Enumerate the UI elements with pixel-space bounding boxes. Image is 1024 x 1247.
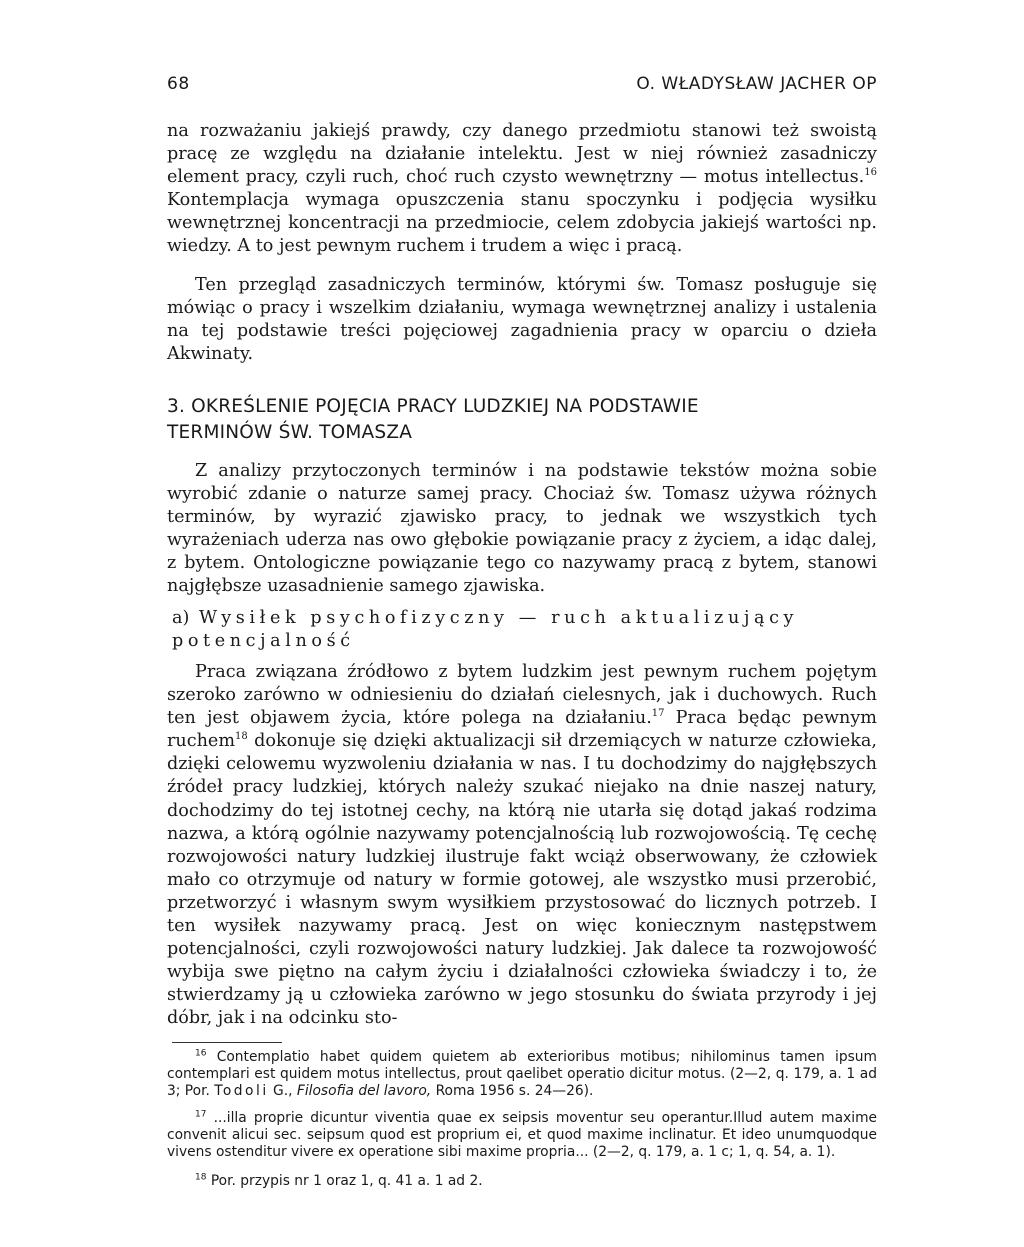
paragraph-4-text-a: Praca związana źródłowo z bytem ludzkim jest pewnym ruchem pojętym szeroko zarówno w odniesieniu do działań cielesnych, jak i duchowych. Ruch ten jest objawem życia, które polega na działaniu.: [167, 662, 877, 729]
footnote-divider: [172, 1042, 282, 1043]
section-heading: [167, 394, 877, 446]
paragraph-1: [167, 120, 877, 259]
footnote-16-text-b: G.,: [268, 1083, 297, 1100]
footnote-ref-18[interactable]: 18: [235, 731, 248, 743]
footnote-16-text-c: Roma 1956 s. 24—26).: [431, 1083, 594, 1100]
footnote-ref-16[interactable]: 16: [864, 167, 877, 179]
footnote-16-title: Filosofia del lavoro,: [296, 1083, 432, 1100]
footnote-17: [167, 1110, 877, 1162]
footnote-18: [167, 1173, 877, 1190]
footnote-16: [167, 1049, 877, 1101]
footnote-16-author: Todoli: [214, 1083, 269, 1100]
section-heading-line-1: 3. OKREŚLENIE POJĘCIA PRACY LUDZKIEJ NA PODSTAWIE: [167, 396, 699, 417]
footnote-16-text-a: Contemplatio habet quidem quietem ab exterioribus motibus; nihilominus tamen ipsum contemplari est quidem motus intellectus, prout qaelibet operatio dicitur motus. (2—2, q. 179, a. 1 ad 3; Por.: [167, 1049, 877, 1100]
subsection-heading: [172, 607, 877, 653]
footnote-17-number: 17: [195, 1109, 207, 1120]
paragraph-2: Ten przegląd zasadniczych terminów, którymi św. Tomasz posługuje się mówiąc o pracy i wszelkim działaniu, wymaga wewnętrznej analizy i ustalenia na tej podstawie treści pojęciowej zagadnienia pracy w oparciu o dzieła Akwinaty.: [167, 275, 877, 365]
paragraph-3: Z analizy przytoczonych terminów i na podstawie tekstów można sobie wyrobić zdanie o naturze samej pracy. Chociaż św. Tomasz używa różnych terminów, by wyrazić zjawisko pracy, to jednak we wszystkich tych wyrażeniach uderza nas owo głębokie powiązanie pracy z życiem, a idąc dalej, z bytem. Ontologiczne powiązanie tego co nazywamy pracą z bytem, stanowi najgłębsze uzasadnienie samego zjawiska.: [167, 461, 877, 597]
footnote-16-number: 16: [195, 1048, 207, 1059]
page-number: 68: [167, 74, 190, 94]
running-head-author: O. WŁADYSŁAW JACHER OP: [636, 74, 877, 94]
paragraph-4-text-b: Praca będąc pewnym ruchem: [167, 708, 877, 752]
section-heading-line-2: TERMINÓW ŚW. TOMASZA: [167, 422, 413, 443]
paragraph-1-text-a: na rozważaniu jakiejś prawdy, czy danego przedmiotu stanowi też swoistą pracę ze względu na działanie intelektu. Jest w niej również zasadniczy element pracy, czyli ruch, choć ruch czysto wewnętrzny — motus intellectus.: [167, 121, 877, 188]
footnote-18-text: Por. przypis nr 1 oraz 1, q. 41 a. 1 ad 2.: [206, 1173, 483, 1189]
paragraph-1-text-b: Kontemplacja wymaga opuszczenia stanu spoczynku i podjęcia wysiłku wewnętrznej koncentracji na przedmiocie, celem zdobycia jakiejś wartości np. wiedzy. A to jest pewnym ruchem i trudem a więc i pracą.: [167, 190, 877, 257]
footnote-17-text: ...illa proprie dicuntur viventia quae ex seipsis moventur seu operantur.Illud autem maxime convenit alicui sec. seipsum quod est proprium ei, et quod maxime inclinatur. Et ideo unumquodque vivens ostenditur vivere ex operatione sibi maxime propria... (2—2, q. 179, a. 1 c; 1, q. 54, a. 1).: [167, 1110, 877, 1161]
subsection-title: Wysiłek psychofizyczny — ruch aktualizujący potencjalność: [172, 608, 799, 651]
footnote-ref-17[interactable]: 17: [651, 708, 665, 720]
paragraph-4: [167, 661, 877, 1031]
footnote-18-number: 18: [195, 1172, 207, 1183]
paragraph-4-text-c: dokonuje się dzięki aktualizacji sił drzemiących w naturze człowieka, dzięki celowemu wyzwoleniu działania w nas. I tu dochodzimy do najgłębszych źródeł pracy ludzkiej, których należy szukać niejako na dnie naszej natury, dochodzimy do tej istotnej cechy, na którą nie utarła się dotąd jakaś rodzima nazwa, a którą ogólnie nazywamy potencjalnością lub rozwojowością. Tę cechę rozwojowości natury ludzkiej ilustruje fakt wciąż obserwowany, że człowiek mało co otrzymuje od natury w formie gotowej, ale wszystko musi przerobić, przetworzyć i własnym swym wysiłkiem przystosować do licznych potrzeb. I ten wysiłek nazywamy pracą. Jest on więc koniecznym następstwem potencjalności, czyli rozwojowości natury ludzkiej. Jak dalece ta rozwojowość wybija swe piętno na całym życiu i działalności człowieka świadczy i to, że stwierdzamy ją u człowieka zarówno w jego stosunku do świata przyrody i jej dóbr, jak i na odcinku sto-: [167, 731, 877, 1029]
subsection-label: a): [172, 608, 190, 628]
